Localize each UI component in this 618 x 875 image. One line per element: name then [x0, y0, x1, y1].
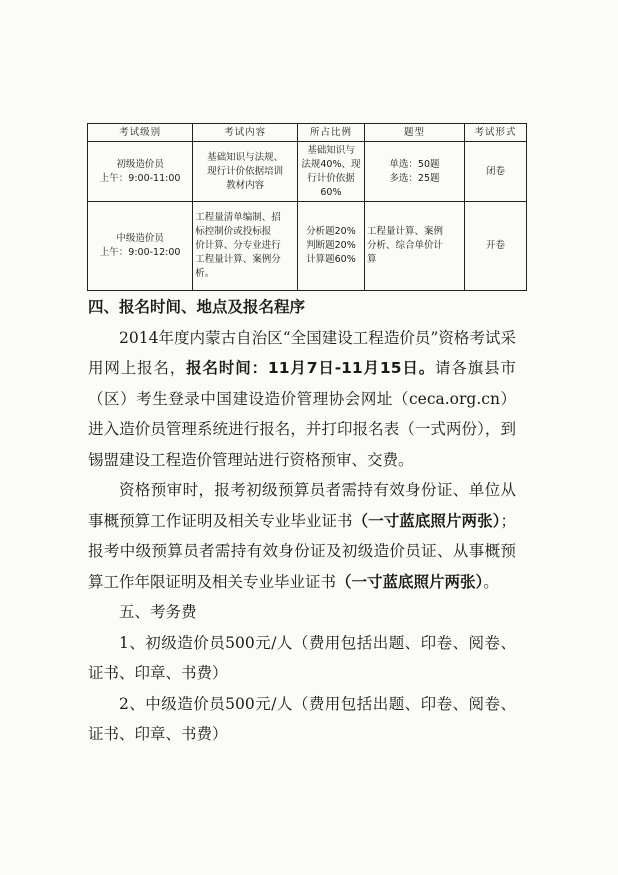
- header-form: 考试形式: [464, 124, 526, 142]
- photo-requirement: （一寸蓝底照片两张）: [336, 572, 484, 591]
- cell-type: 单选：50题 多选：25题: [364, 142, 464, 202]
- cell-level: 初级造价员 上午：9:00-11:00: [88, 142, 193, 202]
- header-level: 考试级别: [88, 124, 193, 142]
- section-4-paragraph-1: [88, 323, 516, 476]
- cell-content: 基础知识与法规、 现行计价依据培训 教材内容: [193, 142, 298, 202]
- sentence-end: 。: [483, 572, 499, 591]
- cell-level: 中级造价员 上午：9:00-12:00: [88, 202, 193, 291]
- header-ratio: 所占比例: [297, 124, 364, 142]
- cell-form: 闭卷: [464, 142, 526, 202]
- photo-requirement: （一寸蓝底照片两张）: [352, 511, 501, 530]
- cell-form: 开卷: [464, 202, 526, 291]
- exam-table: [87, 123, 527, 291]
- table-row: [88, 142, 527, 202]
- intermediate-requirements: ；报考中级预算员者需持有效身份证及初级造价员证、从事概预算工作年限证明及相关专业毕业证书: [88, 511, 516, 591]
- cell-ratio: 基础知识与 法规40%、现 行计价依据 60%: [297, 142, 364, 202]
- cell-ratio: 分析题20% 判断题20% 计算题60%: [297, 202, 364, 291]
- fee-item-junior: 1、初级造价员500元/人（费用包括出题、印卷、阅卷、证书、印章、书费）: [88, 633, 516, 682]
- registration-procedure: 请各旗县市（区）考生登录中国建设造价管理协会网址（ceca.org.cn）进入造价员管理系统进行报名，并打印报名表（一式两份），到锡盟建设工程造价管理站进行资格预审、交费。: [88, 359, 516, 469]
- document-body: [88, 292, 516, 750]
- cell-content: 工程量清单编制、招 标控制价或投标报 价计算、分专业进行 工程量计算、案例分 析。: [193, 202, 298, 291]
- registration-time: 报名时间：11月7日-11月15日。: [186, 359, 436, 377]
- junior-requirements: 资格预审时，报考初级预算员者需持有效身份证、单位从事概预算工作证明及相关专业毕业证书: [88, 481, 516, 530]
- header-content: 考试内容: [193, 124, 298, 142]
- section-5-heading: 五、考务费: [119, 603, 197, 621]
- fee-item-intermediate: 2、中级造价员500元/人（费用包括出题、印卷、阅卷、证书、印章、书费）: [88, 694, 516, 743]
- header-type: 题型: [364, 124, 464, 142]
- section-4-paragraph-2: [88, 475, 516, 597]
- table-row: [88, 202, 527, 291]
- cell-type: 工程量计算、案例 分析、综合单价计 算: [364, 202, 464, 291]
- registration-intro: 2014年度内蒙古自治区“全国建设工程造价员”资格考试采用网上报名，: [88, 328, 516, 377]
- table-header-row: [88, 124, 527, 142]
- section-4-heading: 四、报名时间、地点及报名程序: [88, 298, 306, 316]
